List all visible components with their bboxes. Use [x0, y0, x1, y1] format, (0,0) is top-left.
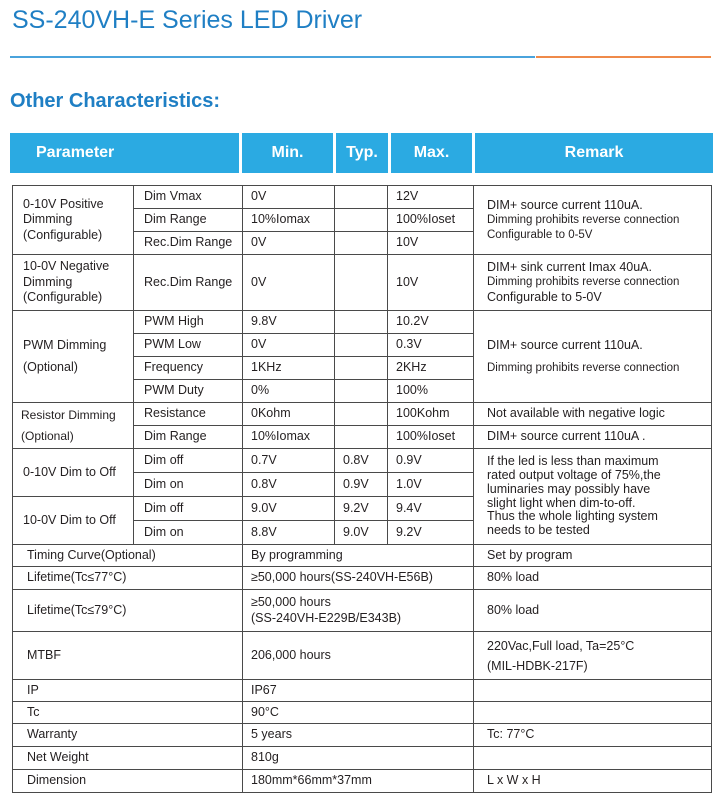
table-row [13, 567, 712, 590]
table-header-band [10, 133, 713, 173]
value-ip: IP67 [243, 680, 474, 702]
value-lifetime-77: ≥50,000 hours(SS-240VH-E56B) [243, 567, 474, 590]
min-cell: 9.0V [243, 497, 335, 521]
max-cell: 2KHz [388, 357, 474, 380]
category-positive-dimming: 0-10V Positive Dimming (Configurable) [13, 186, 134, 255]
typ-cell: 9.0V [335, 521, 388, 545]
param-cell: PWM Duty [134, 380, 243, 403]
table-row [13, 770, 712, 793]
typ-cell: 0.9V [335, 473, 388, 497]
table-row [13, 702, 712, 724]
max-cell: 12V [388, 186, 474, 209]
remark-tc [474, 702, 712, 724]
typ-cell [335, 357, 388, 380]
min-cell: 0.8V [243, 473, 335, 497]
max-cell: 0.9V [388, 449, 474, 473]
label-dimension: Dimension [13, 770, 243, 793]
max-cell: 100%Ioset [388, 209, 474, 232]
max-cell: 9.4V [388, 497, 474, 521]
param-cell: Dim Vmax [134, 186, 243, 209]
typ-cell [335, 186, 388, 209]
remark-negative-dimming: DIM+ sink current Imax 40uA. Dimming prohibits reverse connection Configurable to 5-0V [474, 255, 712, 311]
min-cell: 0.7V [243, 449, 335, 473]
min-cell: 1KHz [243, 357, 335, 380]
header-parameter: Parameter [10, 133, 239, 173]
label-mtbf: MTBF [13, 632, 243, 680]
remark-mtbf: 220Vac,Full load, Ta=25°C (MIL-HDBK-217F) [474, 632, 712, 680]
remark-positive-dimming: DIM+ source current 110uA. Dimming prohibits reverse connection Configurable to 0-5V [474, 186, 712, 255]
remark-dimension: L x W x H [474, 770, 712, 793]
max-cell: 100%Ioset [388, 426, 474, 449]
label-timing-curve: Timing Curve(Optional) [13, 545, 243, 567]
remark-cell: DIM+ source current 110uA . [474, 426, 712, 449]
max-cell: 10V [388, 232, 474, 255]
remark-dim-to-off: If the led is less than maximum rated output voltage of 75%,the luminaries may possibly have slight light when dim-to-off. Thus the whole lighting system needs to be tested [474, 449, 712, 545]
min-cell: 9.8V [243, 311, 335, 334]
label-ip: IP [13, 680, 243, 702]
table-row [13, 632, 712, 680]
remark-timing-curve: Set by program [474, 545, 712, 567]
typ-cell [335, 334, 388, 357]
max-cell: 0.3V [388, 334, 474, 357]
max-cell: 9.2V [388, 521, 474, 545]
param-cell: Resistance [134, 403, 243, 426]
category-pwm-dimming: PWM Dimming (Optional) [13, 311, 134, 403]
typ-cell [335, 426, 388, 449]
min-cell: 8.8V [243, 521, 335, 545]
table-row [13, 311, 712, 334]
characteristics-table [12, 185, 712, 793]
remark-lifetime-77: 80% load [474, 567, 712, 590]
min-cell: 0Kohm [243, 403, 335, 426]
remark-warranty: Tc: 77°C [474, 724, 712, 747]
param-cell: Dim on [134, 473, 243, 497]
table-row [13, 724, 712, 747]
param-cell: Dim off [134, 497, 243, 521]
category-dim-to-off-positive: 0-10V Dim to Off [13, 449, 134, 497]
category-negative-dimming: 10-0V Negative Dimming (Configurable) [13, 255, 134, 311]
min-cell: 0% [243, 380, 335, 403]
header-typ: Typ. [336, 133, 388, 173]
typ-cell [335, 255, 388, 311]
header-remark: Remark [475, 133, 713, 173]
param-cell: Dim Range [134, 209, 243, 232]
label-warranty: Warranty [13, 724, 243, 747]
param-cell: Dim Range [134, 426, 243, 449]
value-dimension: 180mm*66mm*37mm [243, 770, 474, 793]
value-lifetime-79: ≥50,000 hours (SS-240VH-E229B/E343B) [243, 590, 474, 632]
param-cell: Rec.Dim Range [134, 232, 243, 255]
max-cell: 1.0V [388, 473, 474, 497]
typ-cell [335, 380, 388, 403]
param-cell: Frequency [134, 357, 243, 380]
table-row [13, 255, 712, 311]
value-timing-curve: By programming [243, 545, 474, 567]
param-cell: PWM High [134, 311, 243, 334]
table-row [13, 449, 712, 473]
value-mtbf: 206,000 hours [243, 632, 474, 680]
document-title: SS-240VH-E Series LED Driver [12, 6, 363, 34]
param-cell: PWM Low [134, 334, 243, 357]
max-cell: 100% [388, 380, 474, 403]
min-cell: 10%Iomax [243, 209, 335, 232]
typ-cell: 9.2V [335, 497, 388, 521]
header-max: Max. [391, 133, 472, 173]
table-row [13, 590, 712, 632]
table-row [13, 545, 712, 567]
remark-pwm-dimming: DIM+ source current 110uA. Dimming prohibits reverse connection [474, 311, 712, 403]
category-resistor-dimming: Resistor Dimming (Optional) [13, 403, 134, 449]
remark-lifetime-79: 80% load [474, 590, 712, 632]
value-tc: 90°C [243, 702, 474, 724]
label-lifetime-79: Lifetime(Tc≤79°C) [13, 590, 243, 632]
min-cell: 0V [243, 232, 335, 255]
max-cell: 10.2V [388, 311, 474, 334]
remark-net-weight [474, 747, 712, 770]
typ-cell [335, 209, 388, 232]
min-cell: 10%Iomax [243, 426, 335, 449]
min-cell: 0V [243, 255, 335, 311]
typ-cell [335, 403, 388, 426]
remark-cell: Not available with negative logic [474, 403, 712, 426]
table-row [13, 186, 712, 209]
remark-ip [474, 680, 712, 702]
value-net-weight: 810g [243, 747, 474, 770]
label-net-weight: Net Weight [13, 747, 243, 770]
param-cell: Rec.Dim Range [134, 255, 243, 311]
label-tc: Tc [13, 702, 243, 724]
min-cell: 0V [243, 186, 335, 209]
title-rule-blue [10, 56, 535, 58]
category-dim-to-off-negative: 10-0V Dim to Off [13, 497, 134, 545]
max-cell: 10V [388, 255, 474, 311]
label-lifetime-77: Lifetime(Tc≤77°C) [13, 567, 243, 590]
param-cell: Dim off [134, 449, 243, 473]
table-row [13, 747, 712, 770]
value-warranty: 5 years [243, 724, 474, 747]
table-row [13, 680, 712, 702]
table-row [13, 403, 712, 426]
typ-cell: 0.8V [335, 449, 388, 473]
param-cell: Dim on [134, 521, 243, 545]
max-cell: 100Kohm [388, 403, 474, 426]
typ-cell [335, 232, 388, 255]
header-min: Min. [242, 133, 333, 173]
min-cell: 0V [243, 334, 335, 357]
title-rule-orange [536, 56, 711, 58]
typ-cell [335, 311, 388, 334]
section-title: Other Characteristics: [10, 90, 221, 112]
